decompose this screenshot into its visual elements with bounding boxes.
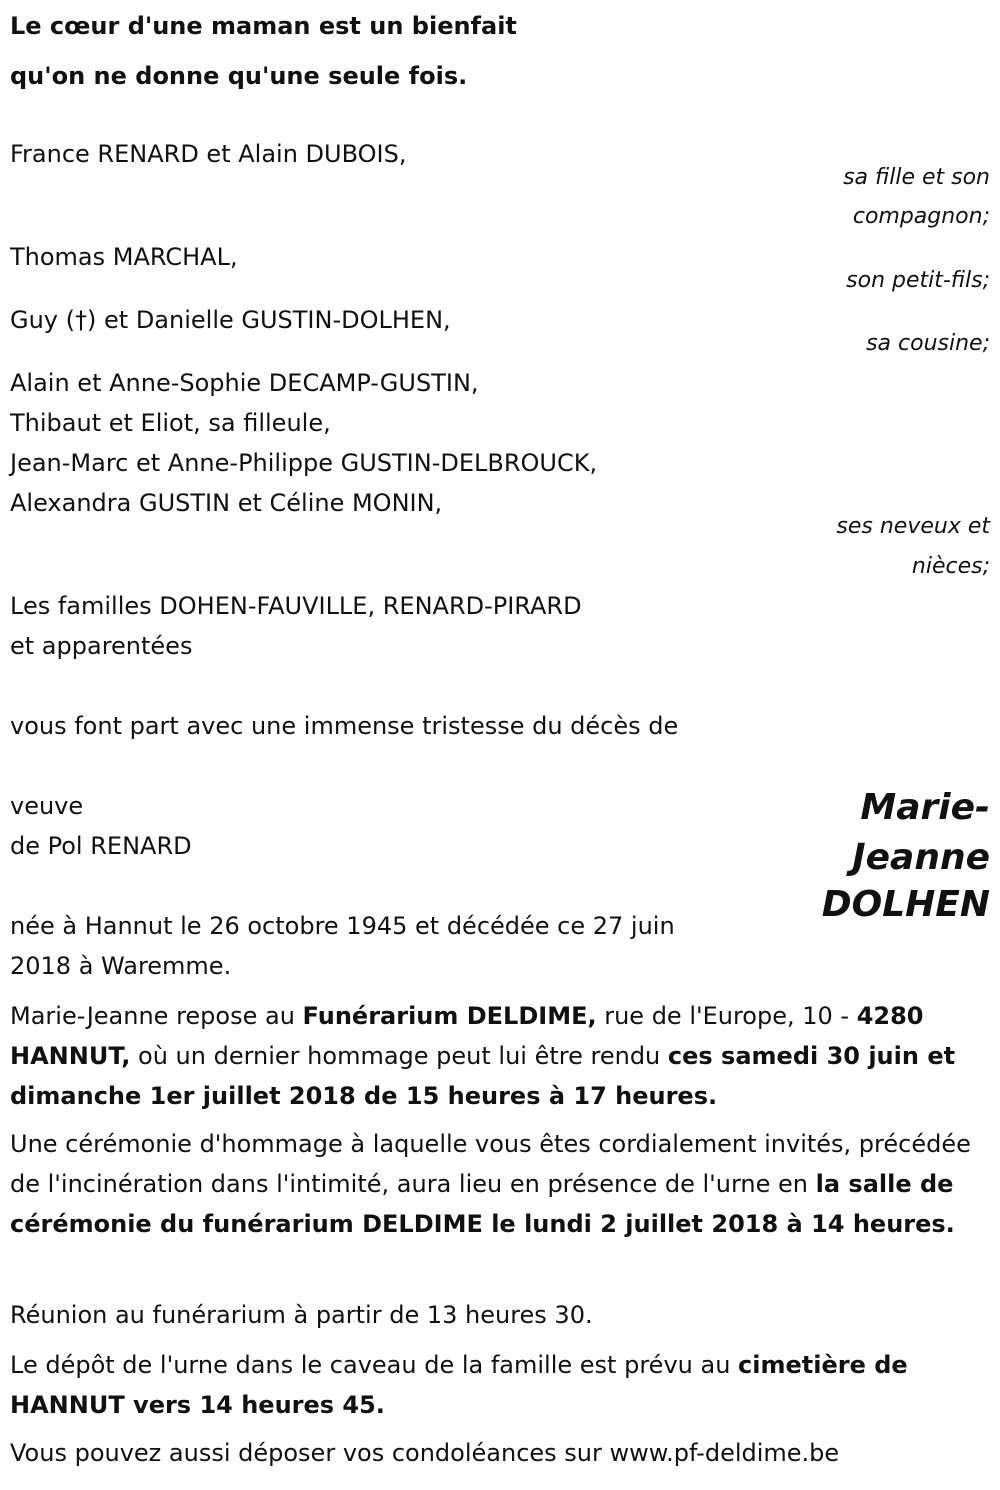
funerarium-city: 4280 HANNUT, xyxy=(10,1002,924,1070)
nephews-role-line-2: nièces; xyxy=(911,554,990,579)
condolences-text: Vous pouvez aussi déposer vos condoléances sur www.pf-deldime.be xyxy=(10,1439,840,1467)
funerarium-name: Funérarium DELDIME, xyxy=(302,1002,597,1030)
cousin-name xyxy=(10,300,451,340)
ceremony-text-1: Une cérémonie d'hommage à laquelle vous êtes cordialement invités, précédée de l'incinération dans l'intimité, aura lieu en présence de l'urne en xyxy=(10,1130,971,1198)
cemetery-details: cimetière de HANNUT vers 14 heures 45. xyxy=(10,1351,908,1419)
announcement-text: vous font part avec une immense tristesse du décès de xyxy=(10,712,679,740)
cousin-role: sa cousine; xyxy=(866,331,990,356)
urn-text-1: Le dépôt de l'urne dans le caveau de la famille est prévu au xyxy=(10,1351,739,1379)
visitation-dates: ces samedi 30 juin et dimanche 1er juillet 2018 de 15 heures à 17 heures. xyxy=(10,1042,956,1110)
birth-line-2: 2018 à Waremme. xyxy=(10,952,232,980)
reunion-text: Réunion au funérarium à partir de 13 heures 30. xyxy=(10,1301,593,1329)
nephew-line-4: Alexandra GUSTIN et Céline MONIN, xyxy=(10,489,443,517)
repose-paragraph xyxy=(10,996,995,1116)
grandson-name: Thomas MARCHAL, xyxy=(10,243,238,271)
nephews-role-line-1: ses neveux et xyxy=(836,514,990,539)
deceased-name-line-2: Jeanne xyxy=(852,837,990,878)
families-line-1: Les familles DOHEN-FAUVILLE, RENARD-PIRARD xyxy=(10,592,582,620)
widow-line-1: veuve xyxy=(10,792,84,820)
ceremony-details: la salle de cérémonie du funérarium DELDIME le lundi 2 juillet 2018 à 14 heures. xyxy=(10,1170,955,1238)
cousin-prefix: Guy ( xyxy=(10,306,76,334)
cross-icon: † xyxy=(75,306,88,334)
nephew-line-3: Jean-Marc et Anne-Philippe GUSTIN-DELBROUCK, xyxy=(10,449,598,477)
repose-text-2: rue de l'Europe, 10 - xyxy=(596,1002,857,1030)
quote-line-2: qu'on ne donne qu'une seule fois. xyxy=(10,62,468,90)
families-line-2: et apparentées xyxy=(10,632,193,660)
daughter-role-line-1: sa fille et son xyxy=(843,165,990,190)
deceased-name-line-3: DOLHEN xyxy=(821,884,990,925)
widow-line-2: de Pol RENARD xyxy=(10,832,192,860)
birth-line-1: née à Hannut le 26 octobre 1945 et décédée ce 27 juin xyxy=(10,912,675,940)
nephew-line-1: Alain et Anne-Sophie DECAMP-GUSTIN, xyxy=(10,369,479,397)
daughter-role-line-2: compagnon; xyxy=(852,204,990,229)
daughter-name: France RENARD et Alain DUBOIS, xyxy=(10,140,407,168)
nephew-line-2: Thibaut et Eliot, sa filleule, xyxy=(10,409,331,437)
quote-line-1: Le cœur d'une maman est un bienfait xyxy=(10,12,517,40)
ceremony-paragraph xyxy=(10,1124,995,1244)
urn-paragraph xyxy=(10,1345,995,1425)
repose-text-1: Marie-Jeanne repose au xyxy=(10,1002,303,1030)
repose-text-3: où un dernier hommage peut lui être rendu xyxy=(130,1042,668,1070)
cousin-suffix: ) et Danielle GUSTIN-DOLHEN, xyxy=(87,306,451,334)
deceased-name-line-1: Marie- xyxy=(860,787,990,828)
grandson-role: son petit-fils; xyxy=(846,268,990,293)
